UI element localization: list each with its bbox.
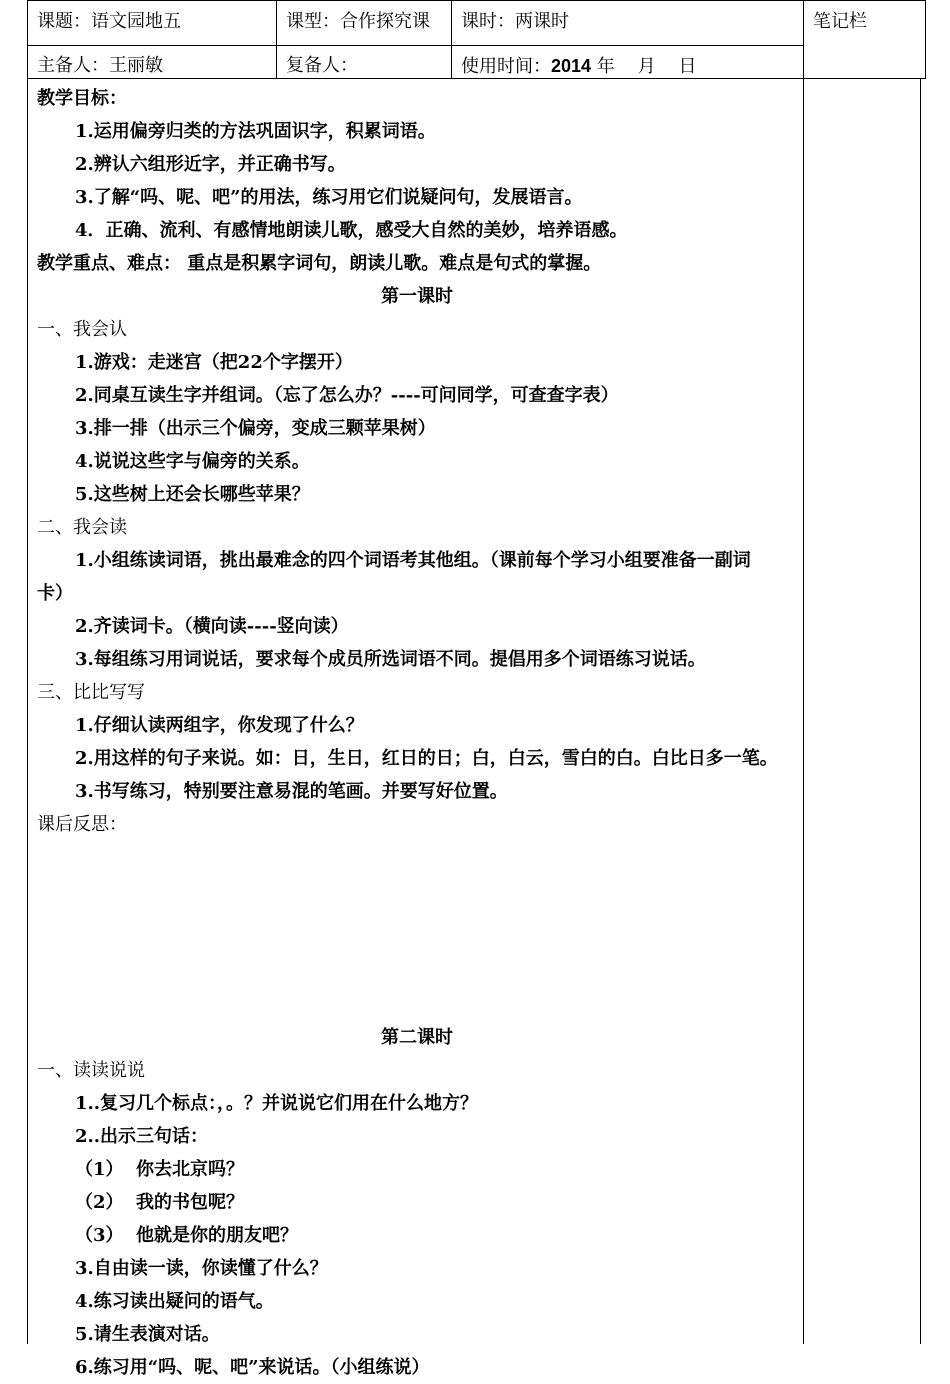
lesson1-title: 第一课时 [381,286,453,307]
list-item: 6.练习用“吗、呢、吧”来说话。（小组练说） [75,1357,430,1378]
list-item: 2..出示三句话： [75,1126,209,1147]
topic-cell: 课题：语文园地五 [37,11,181,32]
goal-item: 1.运用偏旁归类的方法巩固识字，积累词语。 [75,121,436,142]
list-item: 3.排一排（出示三个偏旁，变成三颗苹果树） [75,418,436,439]
list-item: 3.书写练习，特别要注意易混的笔画。并要写好位置。 [75,781,508,802]
usage-date-cell [461,54,697,79]
list-item: 5.这些树上还会长哪些苹果？ [75,484,310,505]
goal-item: 2.辨认六组形近字，并正确书写。 [75,154,346,175]
reflection-space [37,841,797,1021]
list-item: 5.请生表演对话。 [75,1324,220,1345]
section-heading: 三、比比写写 [37,682,145,703]
example-sentence: （1） 你去北京吗？ [75,1159,245,1180]
goal-item: 3.了解“吗、呢、吧”的用法，练习用它们说疑问句，发展语言。 [75,187,583,208]
list-item: 4.说说这些字与偏旁的关系。 [75,451,310,472]
goal-item: 4．正确、流利、有感情地朗读儿歌，感受大自然的美妙，培养语感。 [75,220,628,241]
section-heading: 一、我会认 [37,319,127,340]
header-col-divider-1 [276,0,277,79]
table-top-border [27,0,926,1]
key-points-text: 重点是积累字词句，朗读儿歌。难点是句式的掌握。 [181,253,602,274]
list-item: 1.小组练读词语，挑出最难念的四个词语考其他组。（课前每个学习小组要准备一副词 [75,550,751,571]
list-item: 2.齐读词卡。（横向读----竖向读） [75,616,349,637]
list-item: 3.每组练习用词说话，要求每个成员所选词语不同。提倡用多个词语练习说话。 [75,649,706,670]
list-item: 1.游戏：走迷宫（把22个字摆开） [75,352,353,373]
key-points-label: 教学重点、难点： [37,253,181,274]
table-right-border [920,78,921,1344]
main-preparer-cell: 主备人：王丽敏 [37,55,163,76]
list-item-continuation: 卡） [37,583,73,604]
lesson-plan-body [37,82,797,1384]
usage-date-year: 2014 [551,56,592,76]
list-item: 1.仔细认读两组字，你发现了什么？ [75,715,364,736]
list-item: 3.自由读一读，你读懂了什么？ [75,1258,328,1279]
goals-title: 教学目标： [37,88,127,109]
example-sentence: （3） 他就是你的朋友吧？ [75,1225,299,1246]
usage-date-label: 使用时间： [461,56,551,77]
section-heading: 二、我会读 [37,517,127,538]
notes-column-header: 笔记栏 [813,11,867,32]
notes-header-right-border [925,0,926,79]
lesson-hours-cell: 课时：两课时 [461,11,569,32]
example-sentence: （2） 我的书包呢？ [75,1192,245,1213]
header-row-divider [27,45,804,46]
list-item: 2.用这样的句子来说。如：日，生日，红日的日；白，白云，雪白的白。白比日多一笔。 [75,748,778,769]
section-heading: 一、读读说说 [37,1060,145,1081]
header-col-divider-2 [451,0,452,79]
reflection-label: 课后反思： [37,814,127,835]
lesson2-title: 第二课时 [381,1027,453,1048]
list-item: 4.练习读出疑问的语气。 [75,1291,274,1312]
table-left-border [27,0,28,1344]
notes-column-divider [803,0,804,1344]
usage-date-rest: 年 月 日 [591,56,697,77]
co-preparer-cell: 复备人： [286,55,358,76]
key-points [37,247,797,280]
list-item: 1..复习几个标点：，。？并说说它们用在什么地方？ [75,1093,479,1114]
list-item: 2.同桌互读生字并组词。（忘了怎么办？----可问同学，可查查字表） [75,385,619,406]
lesson-type-cell: 课型：合作探究课 [286,11,430,32]
